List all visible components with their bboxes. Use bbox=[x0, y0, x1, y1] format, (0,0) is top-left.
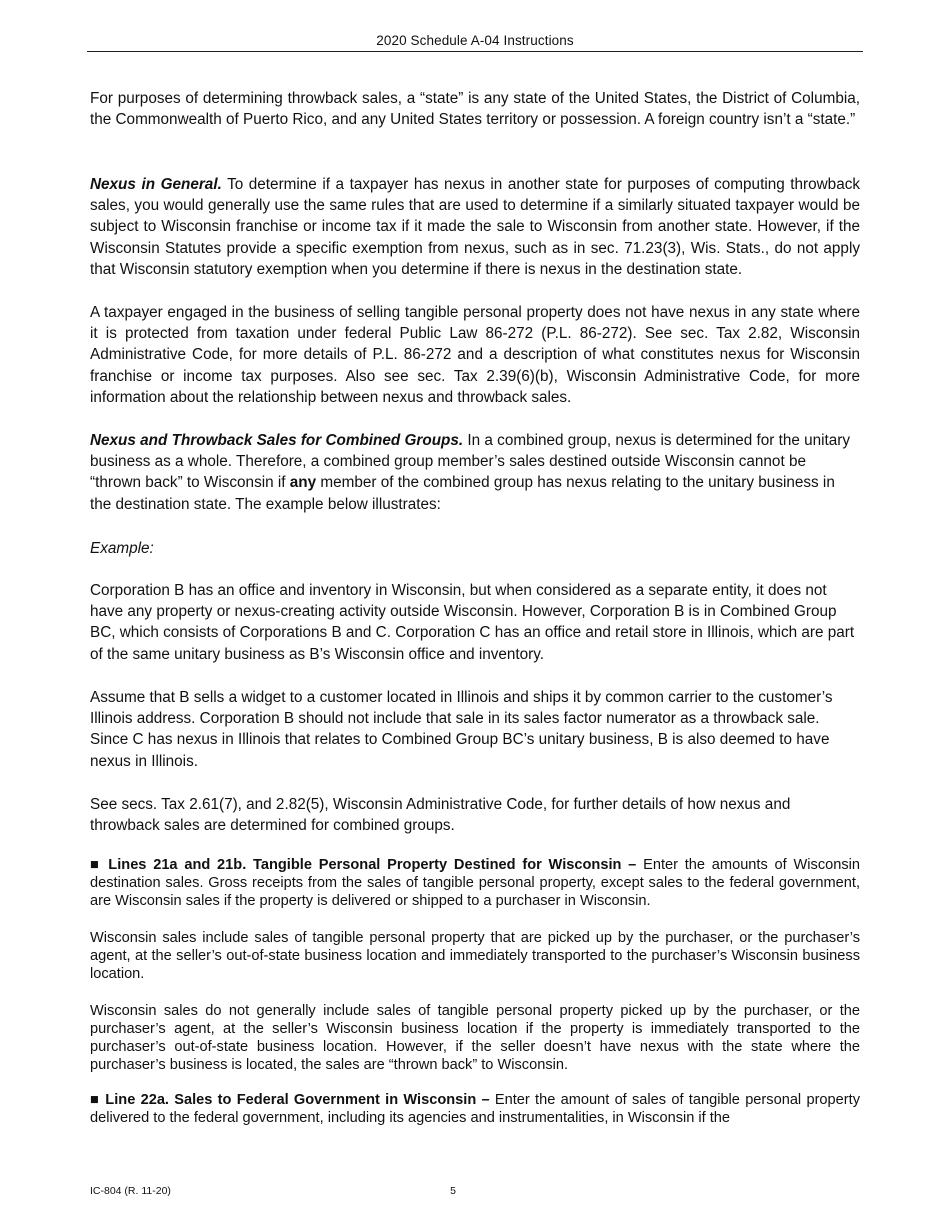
heading-combined-groups: Nexus and Throwback Sales for Combined Groups. bbox=[90, 432, 464, 449]
combined-groups-text-2: member of the combined group has nexus relating to the unitary business in the destination state. The example below illustrates: bbox=[90, 474, 835, 513]
bold-any: any bbox=[289, 474, 317, 492]
line-22a-text: Enter the amount of sales of tangible personal property delivered to the federal government, including its agencies and instrumentalities, in Wisconsin if the bbox=[90, 1092, 860, 1126]
page-header-title: 2020 Schedule A-04 Instructions bbox=[376, 33, 574, 48]
paragraph-combined-groups bbox=[90, 430, 860, 515]
footer-page-number: 5 bbox=[450, 1185, 456, 1197]
paragraph-example-1: Corporation B has an office and inventory in Wisconsin, but when considered as a separate entity, it does not have any property or nexus-creating activity outside Wisconsin. However, Corporation B is in Combined Group BC, which consists of Corporations B and C. Corporation C has an office and retail store in Illinois, which are part of the same unitary business as B’s Wisconsin office and inventory. bbox=[90, 582, 855, 663]
combined-groups-text-1: In a combined group, nexus is determined for the unitary business as a whole. Therefore, a combined group member’s sales destined outside Wisconsin cannot be “thrown back” to Wisconsin if bbox=[90, 432, 851, 492]
paragraph-nexus-general bbox=[90, 174, 860, 280]
footer-form-id: IC-804 (R. 11-20) bbox=[90, 1185, 171, 1197]
lines-21-text: Enter the amounts of Wisconsin destination sales. Gross receipts from the sales of tangible personal property, except sales to the federal government, are Wisconsin sales if the property is delivered or shipped to a purchaser in Wisconsin. bbox=[90, 857, 860, 909]
heading-lines-21: ■ Lines 21a and 21b. Tangible Personal Property Destined for Wisconsin – bbox=[90, 857, 637, 873]
heading-line-22a: ■ Line 22a. Sales to Federal Government in Wisconsin – bbox=[90, 1092, 490, 1108]
paragraph-state-definition: For purposes of determining throwback sales, a “state” is any state of the United States, the District of Columbia, the Commonwealth of Puerto Rico, and any United States territory or possession. A foreign country isn’t a “state.” bbox=[90, 90, 860, 129]
paragraph-wi-sales-include: Wisconsin sales include sales of tangible personal property that are picked up by the purchaser, or the purchaser’s agent, at the seller’s out-of-state business location and immediately transported to the purchaser’s Wisconsin business location. bbox=[90, 930, 860, 982]
paragraph-see-secs: See secs. Tax 2.61(7), and 2.82(5), Wisconsin Administrative Code, for further details of how nexus and throwback sales are determined for combined groups. bbox=[90, 796, 791, 835]
paragraph-example-2: Assume that B sells a widget to a customer located in Illinois and ships it by common carrier to the customer’s Illinois address. Corporation B should not include that sale in its sales factor numerator as a throwback sale. Since C has nexus in Illinois that relates to Combined Group BC’s unitary business, B is also deemed to have nexus in Illinois. bbox=[90, 689, 833, 770]
paragraph-lines-21 bbox=[90, 856, 860, 910]
header-rule bbox=[87, 51, 863, 52]
nexus-general-text: To determine if a taxpayer has nexus in another state for purposes of computing throwback sales, you would generally use the same rules that are used to determine if a similarly situated taxpayer would be subject to Wisconsin franchise or income tax if it made the sale to Wisconsin from another state. However, if the Wisconsin Statutes provide a specific exemption from nexus, such as in sec. 71.23(3), Wis. Stats., do not apply that Wisconsin statutory exemption when you determine if there is nexus in the destination state. bbox=[90, 176, 860, 278]
paragraph-wi-sales-exclude: Wisconsin sales do not generally include sales of tangible personal property picked up by the purchaser, or the purchaser’s agent, at the seller’s Wisconsin business location if the property is immediately transported to the purchaser’s out-of-state business location. However, if the seller doesn’t have nexus with the state where the purchaser’s business is located, the sales are “thrown back” to Wisconsin. bbox=[90, 1003, 860, 1073]
heading-nexus-general: Nexus in General. bbox=[90, 176, 222, 193]
paragraph-line-22a bbox=[90, 1091, 860, 1127]
paragraph-pl-86-272: A taxpayer engaged in the business of selling tangible personal property does not have nexus in any state where it is protected from taxation under federal Public Law 86-272 (P.L. 86-272). See sec. Tax 2.82, Wisconsin Administrative Code, for more details of P.L. 86-272 and a description of what constitutes nexus for Wisconsin franchise or income tax purposes. Also see sec. Tax 2.39(6)(b), Wisconsin Administrative Code, for more information about the relationship between nexus and throwback sales. bbox=[90, 304, 860, 406]
example-label: Example: bbox=[90, 540, 154, 557]
